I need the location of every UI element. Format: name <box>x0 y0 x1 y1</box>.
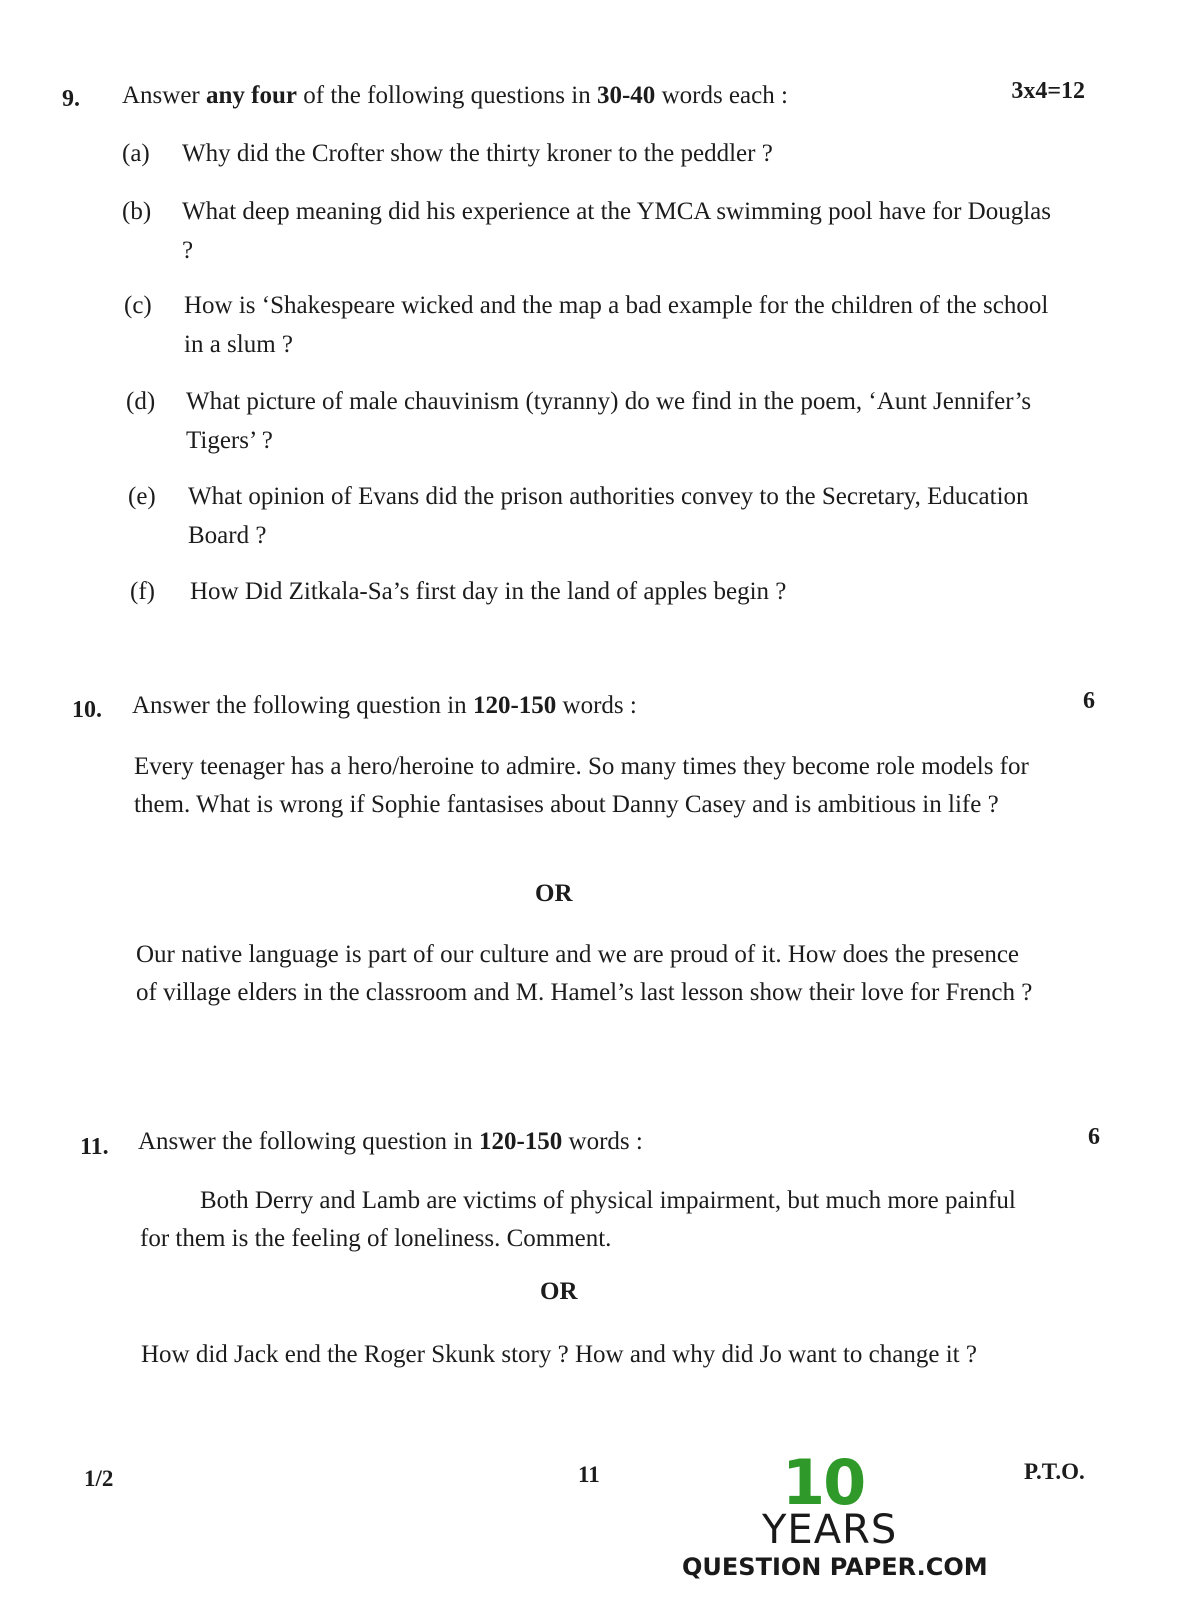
option-b <box>122 192 1072 272</box>
logo-number: 10 <box>782 1446 865 1519</box>
option-text: What picture of male chauvinism (tyranny) do we find in the poem, ‘Aunt Jennifer’s Tigers’ ? <box>186 388 1032 454</box>
question-10-marks: 6 <box>1083 688 1095 714</box>
question-10-number: 10. <box>72 697 102 723</box>
option-c <box>124 286 1074 366</box>
question-11-number: 11. <box>80 1134 109 1160</box>
option-label: (f) <box>130 578 155 605</box>
option-label: (b) <box>122 198 152 225</box>
question-11-paragraph-2: How did Jack end the Roger Skunk story ? How and why did Jo want to change it ? <box>141 1341 977 1368</box>
site-logo <box>682 1446 988 1592</box>
question-11-marks: 6 <box>1088 1124 1100 1150</box>
option-label: (a) <box>122 140 150 167</box>
option-text: What deep meaning did his experience at the YMCA swimming pool have for Douglas ? <box>182 198 1052 264</box>
page-number: 11 <box>578 1462 600 1487</box>
question-10-paragraph-2: Our native language is part of our culture and we are proud of it. How does the presence of village elders in the classroom and M. Hamel’s last lesson show their love for French ? <box>136 941 1033 1006</box>
option-d <box>126 382 1076 462</box>
question-11-stem: Answer the following question in 120-150 words : <box>138 1128 643 1155</box>
question-9-marks: 3x4=12 <box>1011 78 1085 104</box>
option-text: What opinion of Evans did the prison authorities convey to the Secretary, Education Board ? <box>188 483 1029 549</box>
question-11-paragraph-1: Both Derry and Lamb are victims of physical impairment, but much more painful for them is the feeling of loneliness. Comment. <box>140 1187 1016 1252</box>
question-10-paragraph-1: Every teenager has a hero/heroine to admire. So many times they become role models for them. What is wrong if Sophie fantasises about Danny Casey and is ambitious in life ? <box>134 753 1029 818</box>
pto-label: P.T.O. <box>1024 1459 1085 1484</box>
question-10-stem: Answer the following question in 120-150 words : <box>132 692 637 719</box>
option-label: (e) <box>128 483 156 510</box>
option-text: How is ‘Shakespeare wicked and the map a bad example for the children of the school in a slum ? <box>184 292 1049 358</box>
logo-site-name: QUESTION PAPER.COM <box>682 1553 988 1581</box>
question-11-or: OR <box>540 1278 578 1305</box>
question-9-stem: Answer any four of the following questions in 30-40 words each : <box>122 82 788 109</box>
logo-years: YEARS <box>762 1507 898 1553</box>
option-label: (d) <box>126 388 156 415</box>
option-text: Why did the Crofter show the thirty kroner to the peddler ? <box>182 140 773 167</box>
option-text: How Did Zitkala-Sa’s first day in the land of apples begin ? <box>190 578 787 605</box>
question-9-number: 9. <box>62 86 80 112</box>
option-a <box>122 134 1072 174</box>
page-fraction: 1/2 <box>84 1466 114 1491</box>
option-label: (c) <box>124 292 152 319</box>
option-f <box>130 572 1080 612</box>
option-e <box>128 477 1078 557</box>
question-10-or: OR <box>535 880 573 907</box>
